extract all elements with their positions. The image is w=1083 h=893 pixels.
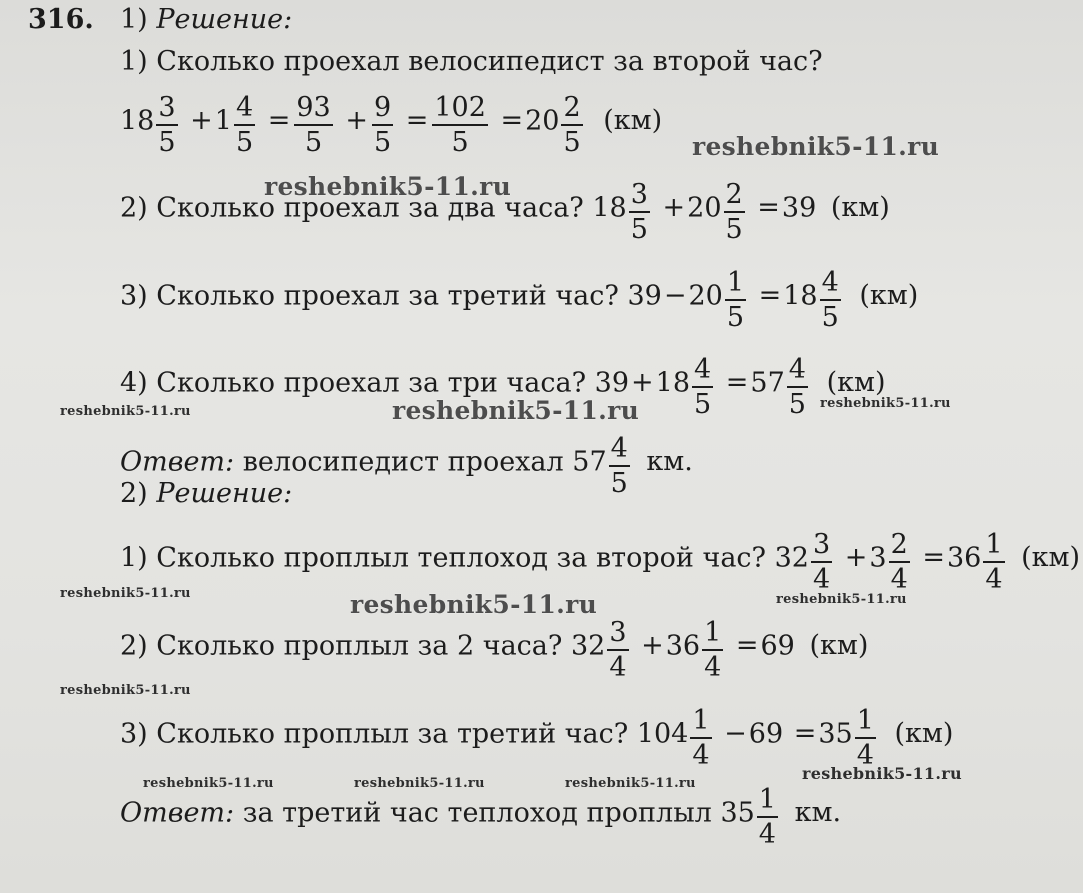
p1s4-whole-3: 57 — [750, 367, 785, 399]
p2s1-eq: = — [922, 542, 945, 574]
watermark: reshebnik5-11.ru — [60, 683, 191, 698]
part2-label: 2) — [120, 478, 148, 509]
p2s3-op: − — [724, 718, 747, 750]
p1s1-plus-1: + — [190, 105, 213, 137]
p1s3-frac-3: $\frac{4}{5}$ — [821, 267, 839, 334]
watermark: reshebnik5-11.ru — [350, 590, 598, 619]
p1s4-frac-3: $\frac{4}{5}$ — [788, 354, 806, 421]
p2s2-frac-2: $\frac{1}{4}$ — [704, 617, 722, 684]
p2-answer — [120, 782, 842, 851]
p2s1-op: + — [844, 542, 868, 574]
p1s2-eq: = — [757, 192, 780, 224]
p2s1-whole-3: 36 — [946, 542, 982, 574]
p1s3-unit: (км) — [859, 280, 919, 312]
p1s2-op: + — [662, 192, 686, 224]
p1-answer-label: Ответ: — [120, 446, 235, 478]
p2-step2 — [120, 615, 869, 684]
p1s3-frac-2: $\frac{1}{5}$ — [726, 267, 745, 334]
p2s2-eq: = — [735, 630, 759, 662]
p1s2-whole-2: 20 — [687, 192, 722, 224]
watermark: reshebnik5-11.ru — [60, 586, 191, 601]
p1s1-frac-4: $\frac{9}{5}$ — [373, 92, 392, 159]
p2s2-unit: (км) — [809, 630, 869, 662]
p1s4-question: 4) Сколько проехал за три часа? — [120, 367, 587, 399]
p1s1-whole-1: 18 — [120, 105, 155, 137]
watermark: reshebnik5-11.ru — [264, 172, 512, 201]
watermark: reshebnik5-11.ru — [392, 396, 640, 425]
p2s1-frac-2: $\frac{2}{4}$ — [890, 529, 908, 596]
p2s3-unit: (км) — [894, 718, 954, 750]
p1s3-whole-2: 20 — [688, 280, 723, 312]
watermark: reshebnik5-11.ru — [820, 396, 951, 411]
part1-heading — [120, 6, 292, 33]
p2-answer-unit: км. — [794, 797, 842, 829]
p2s3-question: 3) Сколько проплыл за третий час? — [120, 718, 629, 750]
p2s1-whole-2: 3 — [869, 542, 887, 574]
p2s1-question: 1) Сколько проплыл теплоход за второй час? — [120, 542, 767, 574]
p1s2-frac-2: $\frac{2}{5}$ — [725, 179, 743, 246]
p2-step1 — [120, 527, 1081, 596]
p1s2-question: 2) Сколько проехал за два часа? — [120, 192, 584, 224]
p2s1-whole-1: 32 — [774, 542, 809, 574]
p2s3-whole-1: 104 — [636, 718, 689, 750]
p2-answer-whole: 35 — [720, 797, 755, 829]
p1s3-eq: = — [758, 280, 782, 312]
problem-number: 316. — [28, 4, 94, 35]
watermark: reshebnik5-11.ru — [354, 776, 485, 791]
p1s1-frac-5: $\frac{102}{5}$ — [434, 92, 486, 159]
p1s4-whole-2: 18 — [655, 367, 691, 399]
p2-answer-text: за третий час теплоход проплыл — [242, 797, 712, 829]
p2s3-frac-3: $\frac{1}{4}$ — [856, 705, 874, 772]
watermark: reshebnik5-11.ru — [60, 404, 191, 419]
part1-label: 1) — [120, 4, 148, 35]
watermark: reshebnik5-11.ru — [143, 776, 274, 791]
p2s1-frac-1: $\frac{3}{4}$ — [812, 529, 831, 596]
watermark: reshebnik5-11.ru — [565, 776, 696, 791]
watermark: reshebnik5-11.ru — [802, 764, 962, 783]
p1s2-result: 39 — [781, 192, 817, 224]
p1-answer-frac: $\frac{4}{5}$ — [610, 433, 628, 500]
p1s1-frac-3: $\frac{93}{5}$ — [296, 92, 331, 159]
p1-step1-expression — [120, 90, 663, 159]
p1-step3 — [120, 265, 919, 334]
p1s1-unit: (км) — [603, 105, 663, 137]
p2s3-frac-1: $\frac{1}{4}$ — [692, 705, 710, 772]
part2-heading-text: Решение: — [156, 478, 293, 509]
p2s1-unit: (км) — [1021, 542, 1081, 574]
p1s3-whole-3: 18 — [783, 280, 818, 312]
p1s4-unit: (км) — [826, 367, 886, 399]
watermark: reshebnik5-11.ru — [776, 592, 907, 607]
p1s1-eq-3: = — [500, 105, 524, 137]
p2-step3 — [120, 703, 954, 772]
p2s2-whole-1: 32 — [570, 630, 606, 662]
p1s4-a: 39 — [594, 367, 630, 399]
p1s1-eq-1: = — [267, 105, 291, 137]
p2s2-question: 2) Сколько проплыл за 2 часа? — [120, 630, 563, 662]
p1s4-op: + — [631, 367, 654, 399]
p1-answer-unit: км. — [646, 446, 693, 478]
p1s1-whole-2: 1 — [214, 105, 232, 137]
p2-answer-frac: $\frac{1}{4}$ — [758, 784, 776, 851]
p1s3-a: 39 — [627, 280, 662, 312]
p1s1-eq-2: = — [405, 105, 429, 137]
p2-answer-label: Ответ: — [120, 797, 235, 829]
p2s2-frac-1: $\frac{3}{4}$ — [609, 617, 627, 684]
p2s2-result: 69 — [760, 630, 795, 662]
p2s2-whole-2: 36 — [665, 630, 701, 662]
p2s3-eq: = — [793, 718, 817, 750]
p1s3-question: 3) Сколько проехал за третий час? — [120, 280, 619, 312]
p1s2-frac-1: $\frac{3}{5}$ — [630, 179, 648, 246]
p1s1-whole-6: 20 — [525, 105, 560, 137]
p1-step1-question: 1) Сколько проехал велосипедист за второй час? — [120, 46, 823, 77]
watermark: reshebnik5-11.ru — [692, 132, 940, 161]
p2s3-b: 69 — [748, 718, 784, 750]
p1s1-frac-1: $\frac{3}{5}$ — [158, 92, 176, 159]
p2s1-frac-3: $\frac{1}{4}$ — [985, 529, 1003, 596]
p1-answer-text: велосипедист проехал — [242, 446, 564, 478]
p1s2-unit: (км) — [830, 192, 890, 224]
p1s3-op: − — [663, 280, 687, 312]
p1s1-plus-2: + — [345, 105, 368, 137]
p2s3-whole-3: 35 — [818, 718, 853, 750]
part1-heading-text: Решение: — [156, 4, 293, 35]
p1s4-frac-2: $\frac{4}{5}$ — [694, 354, 712, 421]
p1s2-whole-1: 18 — [592, 192, 627, 224]
p1-answer-whole: 57 — [572, 446, 607, 478]
header-line — [28, 6, 94, 33]
p1s1-frac-2: $\frac{4}{5}$ — [235, 92, 254, 159]
p1s4-eq: = — [725, 367, 749, 399]
p2s2-op: + — [641, 630, 664, 662]
p1s1-frac-6: $\frac{2}{5}$ — [563, 92, 581, 159]
part2-heading — [120, 480, 292, 507]
